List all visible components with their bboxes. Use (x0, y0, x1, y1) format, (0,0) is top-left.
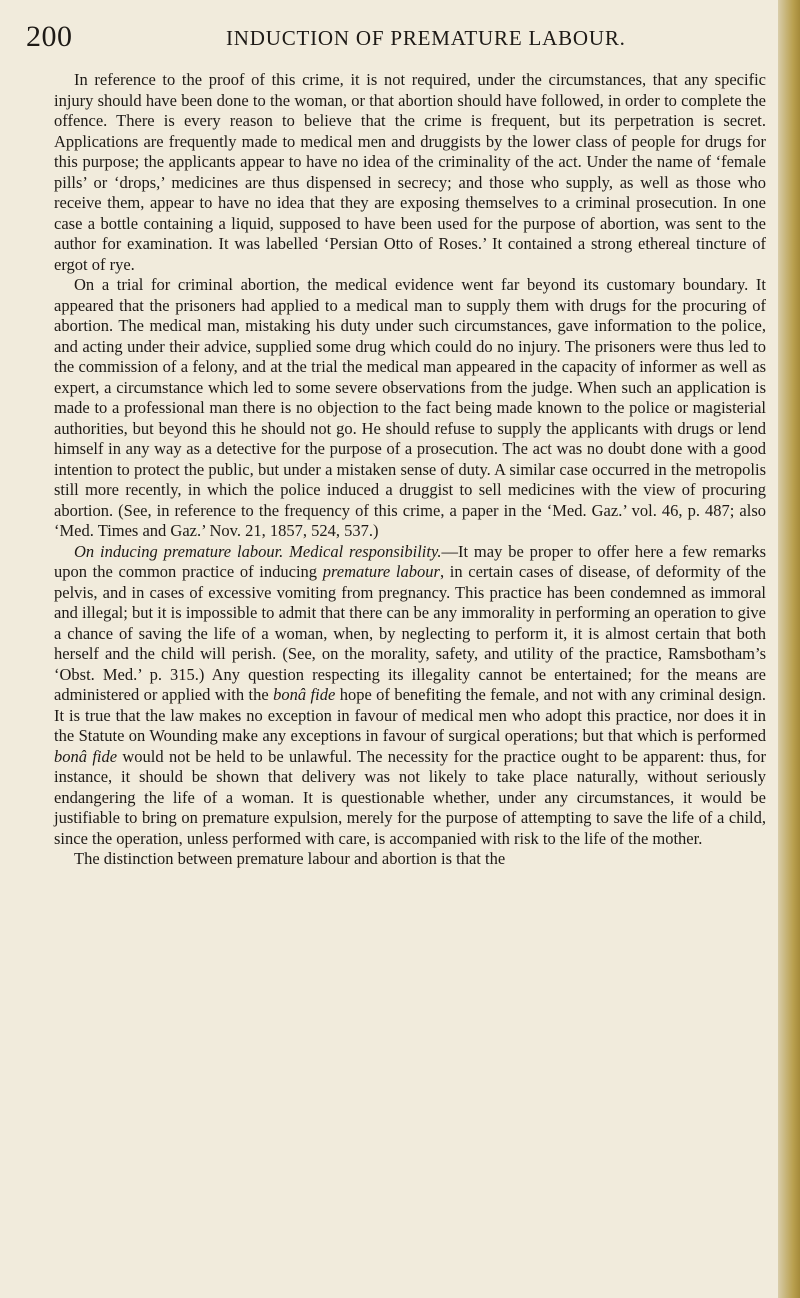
section-heading: On inducing premature labour. Medical responsibility. (74, 541, 442, 561)
emphasis-premature-labour: premature labour (322, 562, 440, 581)
paragraph-text-part-3: hope of benefiting the female, and not with any criminal design. It is true that the law makes no exception in favour of medical men who adopt this practice, nor does it in the Statute on Wounding make any exceptions in favour of surgical operations; but that which is performed (54, 685, 766, 745)
body-text (54, 70, 766, 870)
page-edge-decoration (778, 0, 800, 1298)
paragraph-premature-labour (54, 542, 766, 850)
paragraph-text-part-2: , in certain cases of disease, of deformity of the pelvis, and in cases of excessive vomiting from pregnancy. This practice has been condemned as immoral and illegal; but it is impossible to admit that there can be any immorality in performing an operation to give a chance of saving the life of a woman, when, by neglecting to perform it, it is almost certain that both herself and the child will perish. (See, on the morality, safety, and utility of the practice, Ramsbotham’s ‘Obst. Med.’ p. 315.) Any question respecting its illegality cannot be entertained; for the means are administered or applied with the (54, 562, 767, 704)
running-head: INDUCTION OF PREMATURE LABOUR. (226, 26, 626, 50)
paragraph-proof-of-crime: In reference to the proof of this crime, it is not required, under the circumstances, that any specific injury should have been done to the woman, or that abortion should have followed, in order to complete the offence. There is every reason to believe that the crime is frequent, but its perpetration is secret. Applications are frequently made to medical men and druggists by the lower class of people for drugs for this purpose; the applicants appear to have no idea of the criminality of the act. Under the name of ‘female pills’ or ‘drops,’ medicines are thus dispensed in secrecy; and those who supply, as well as those who receive them, appear to have no idea that they are exposing themselves to a criminal prosecution. In one case a bottle containing a liquid, supposed to have been used for the purpose of abortion, was sent to the author for examination. It was labelled ‘Persian Otto of Roses.’ It contained a strong ethereal tincture of ergot of rye. (54, 70, 766, 274)
paragraph-text-part-4: would not be held to be unlawful. The necessity for the practice ought to be apparent: thus, for instance, it should be shown that delivery was not likely to take place naturally, without seriously endangering the life of a woman. It is questionable whether, under any circumstances, it would be justifiable to bring on premature expulsion, merely for the purpose of attempting to save the life of a child, since the operation, unless performed with care, is accompanied with risk to the life of the mother. (54, 746, 766, 848)
emphasis-bona-fide: bonâ fide (273, 685, 336, 704)
paragraph-distinction: The distinction between premature labour and abortion is that the (74, 849, 506, 868)
emphasis-bona-fide-2: bonâ fide (54, 746, 118, 766)
page-number: 200 (26, 20, 73, 53)
page-header (26, 20, 766, 54)
paragraph-trial-abortion: On a trial for criminal abortion, the medical evidence went far beyond its customary boundary. It appeared that the prisoners had applied to a medical man to supply them with drugs for the procuring of abortion. The medical man, mistaking his duty under such circumstances, gave information to the police, and acting under their advice, supplied some drug which could do no injury. The prisoners were thus led to the commission of a felony, and at the trial the medical man appeared in the capacity of informer as well as expert, a circumstance which led to some severe observations from the judge. When such an application is made to a professional man there is no objection to the fact being made known to the police or magisterial authorities, but beyond this he should not go. He should refuse to supply the applicants with drugs or lend himself in any way as a detective for the purpose of a prosecution. The act was no doubt done with a good intention to protect the public, but under a mistaken sense of duty. A similar case occurred in the metropolis still more recently, in which the police induced a druggist to sell medicines with the view of procuring abortion. (See, in reference to the frequency of this crime, a paper in the ‘Med. Gaz.’ vol. 46, p. 487; also ‘Med. Times and Gaz.’ Nov. 21, 1857, 524, 537.) (54, 275, 766, 540)
paragraph-text-part-1: —It may be proper to offer here a few remarks upon the common practice of inducing (54, 541, 767, 581)
